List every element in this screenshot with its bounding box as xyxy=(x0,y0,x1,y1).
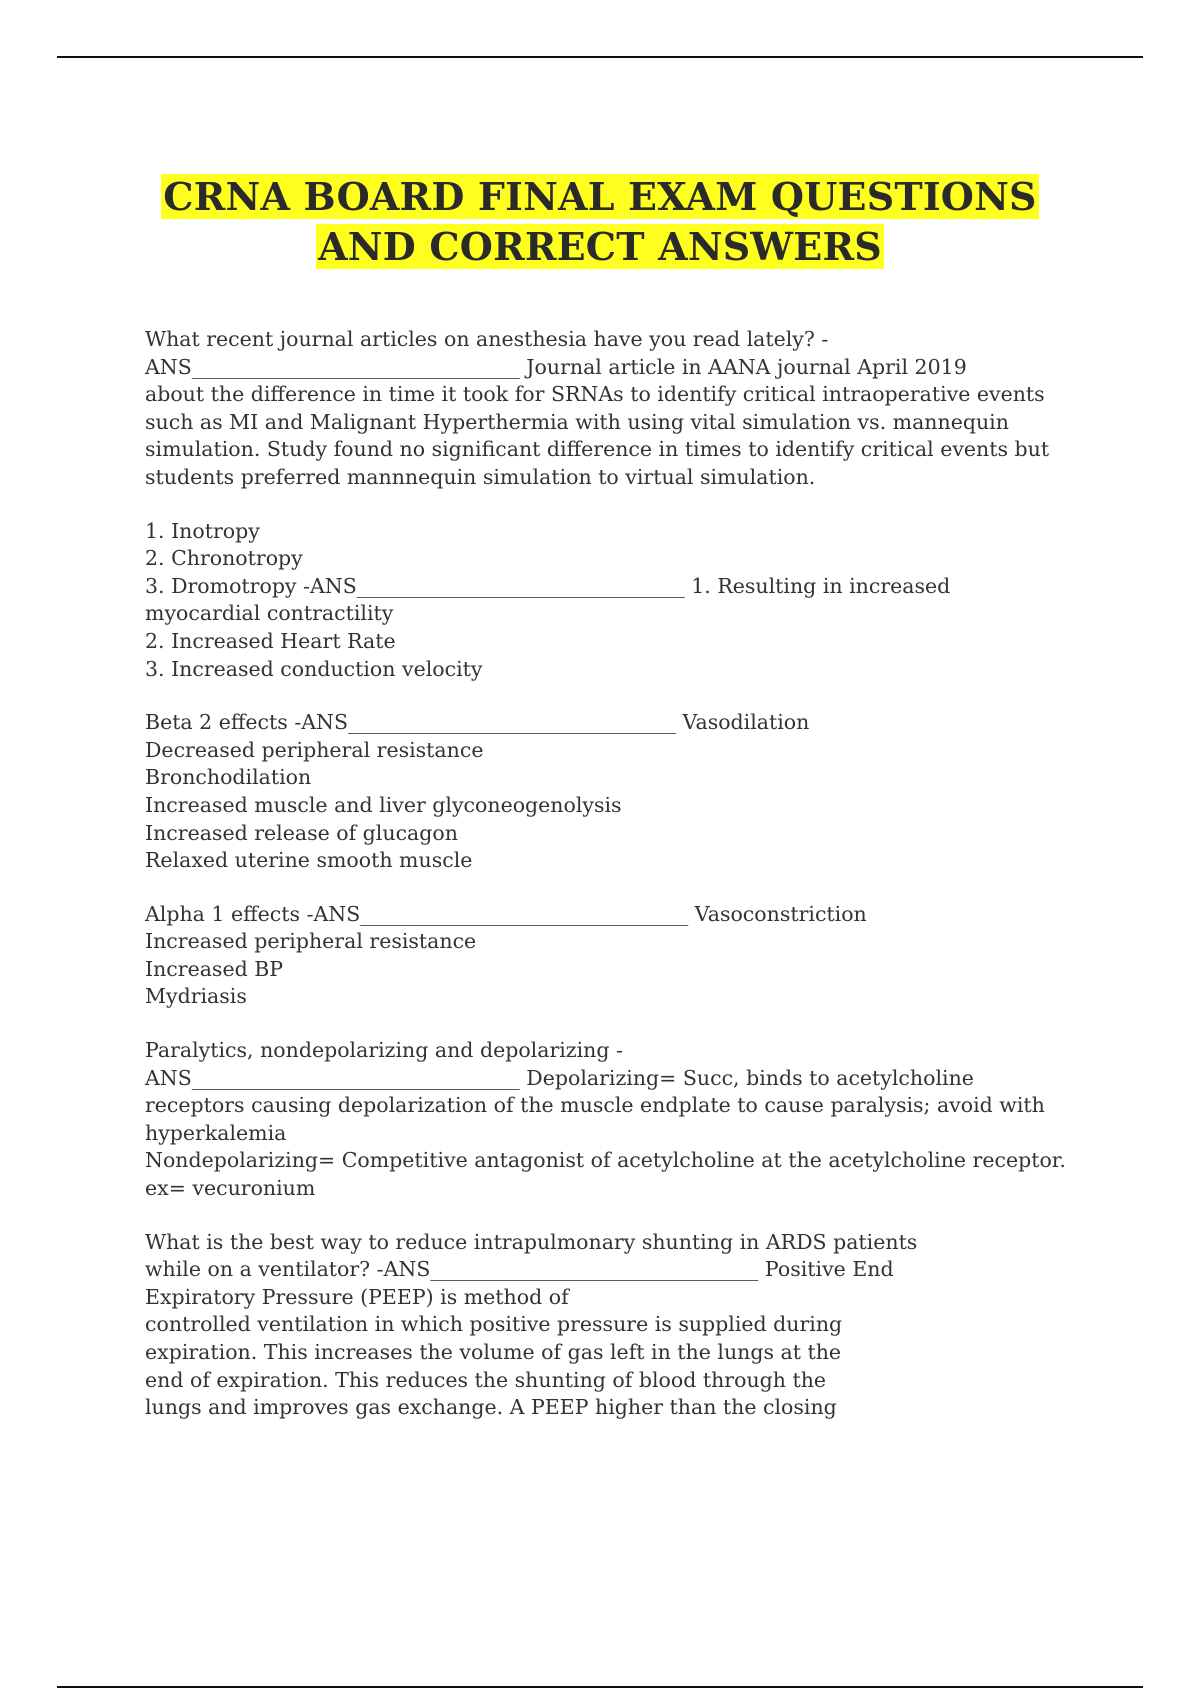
text-line: Paralytics, nondepolarizing and depolarizing - xyxy=(145,1038,623,1063)
text-line: while on a ventilator? -ANS________________________________ Positive End xyxy=(145,1257,894,1282)
text-line: about the difference in time it took for SRNAs to identify critical intraoperative events xyxy=(145,382,1045,407)
text-line: myocardial contractility xyxy=(145,601,394,626)
text-line: Mydriasis xyxy=(145,984,247,1009)
qa-item-journal-articles xyxy=(145,326,1095,492)
text-line: Beta 2 effects -ANS________________________________ Vasodilation xyxy=(145,710,810,735)
qa-item-beta-2-effects xyxy=(145,709,1095,875)
text-line: controlled ventilation in which positive pressure is supplied during xyxy=(145,1312,843,1337)
text-line: Relaxed uterine smooth muscle xyxy=(145,848,473,873)
text-line: 3. Dromotropy -ANS________________________________ 1. Resulting in increased xyxy=(145,573,951,598)
text-line: simulation. Study found no significant difference in times to identify critical events but xyxy=(145,437,1050,462)
text-line: Bronchodilation xyxy=(145,765,312,790)
text-line: Decreased peripheral resistance xyxy=(145,737,484,762)
qa-content xyxy=(145,326,1095,1448)
title-line-1: CRNA BOARD FINAL EXAM QUESTIONS xyxy=(163,174,1037,219)
text-line: 2. Chronotropy xyxy=(145,546,303,571)
text-line: Alpha 1 effects -ANS________________________________ Vasoconstriction xyxy=(145,901,867,926)
document-title xyxy=(0,172,1200,272)
text-line: 2. Increased Heart Rate xyxy=(145,628,396,653)
text-line: ANS________________________________ Journal article in AANA journal April 2019 xyxy=(145,354,967,379)
text-line: hyperkalemia xyxy=(145,1120,287,1145)
header-rule xyxy=(57,56,1143,58)
footer-rule xyxy=(57,1686,1143,1688)
text-line: Increased muscle and liver glyconeogenolysis xyxy=(145,792,622,817)
text-line: Nondepolarizing= Competitive antagonist of acetylcholine at the acetylcholine receptor. xyxy=(145,1148,1066,1173)
qa-item-paralytics xyxy=(145,1037,1095,1203)
text-line: Increased BP xyxy=(145,956,284,981)
text-line: 1. Inotropy xyxy=(145,518,260,543)
qa-item-intrapulmonary-shunting xyxy=(145,1229,1095,1422)
qa-item-inotropy xyxy=(145,518,1095,684)
text-line: ex= vecuronium xyxy=(145,1176,316,1201)
text-line: expiration. This increases the volume of gas left in the lungs at the xyxy=(145,1340,842,1364)
text-line: Expiratory Pressure (PEEP) is method of xyxy=(145,1284,569,1309)
text-line: receptors causing depolarization of the muscle endplate to cause paralysis; avoid with xyxy=(145,1093,1045,1118)
text-line: such as MI and Malignant Hyperthermia with using vital simulation vs. mannequin xyxy=(145,409,1009,434)
qa-item-alpha-1-effects xyxy=(145,901,1095,1011)
text-line: Increased peripheral resistance xyxy=(145,929,477,954)
text-line: lungs and improves gas exchange. A PEEP higher than the closing xyxy=(145,1395,837,1420)
text-line: end of expiration. This reduces the shunting of blood through the xyxy=(145,1367,827,1392)
text-line: 3. Increased conduction velocity xyxy=(145,656,483,681)
text-line: Increased release of glucagon xyxy=(145,820,458,845)
text-line: What recent journal articles on anesthesia have you read lately? - xyxy=(145,327,829,351)
text-line: What is the best way to reduce intrapulmonary shunting in ARDS patients xyxy=(145,1229,918,1254)
title-line-2: AND CORRECT ANSWERS xyxy=(318,224,882,269)
text-line: students preferred mannnequin simulation to virtual simulation. xyxy=(145,464,816,489)
text-line: ANS________________________________ Depolarizing= Succ, binds to acetylcholine xyxy=(145,1065,974,1090)
